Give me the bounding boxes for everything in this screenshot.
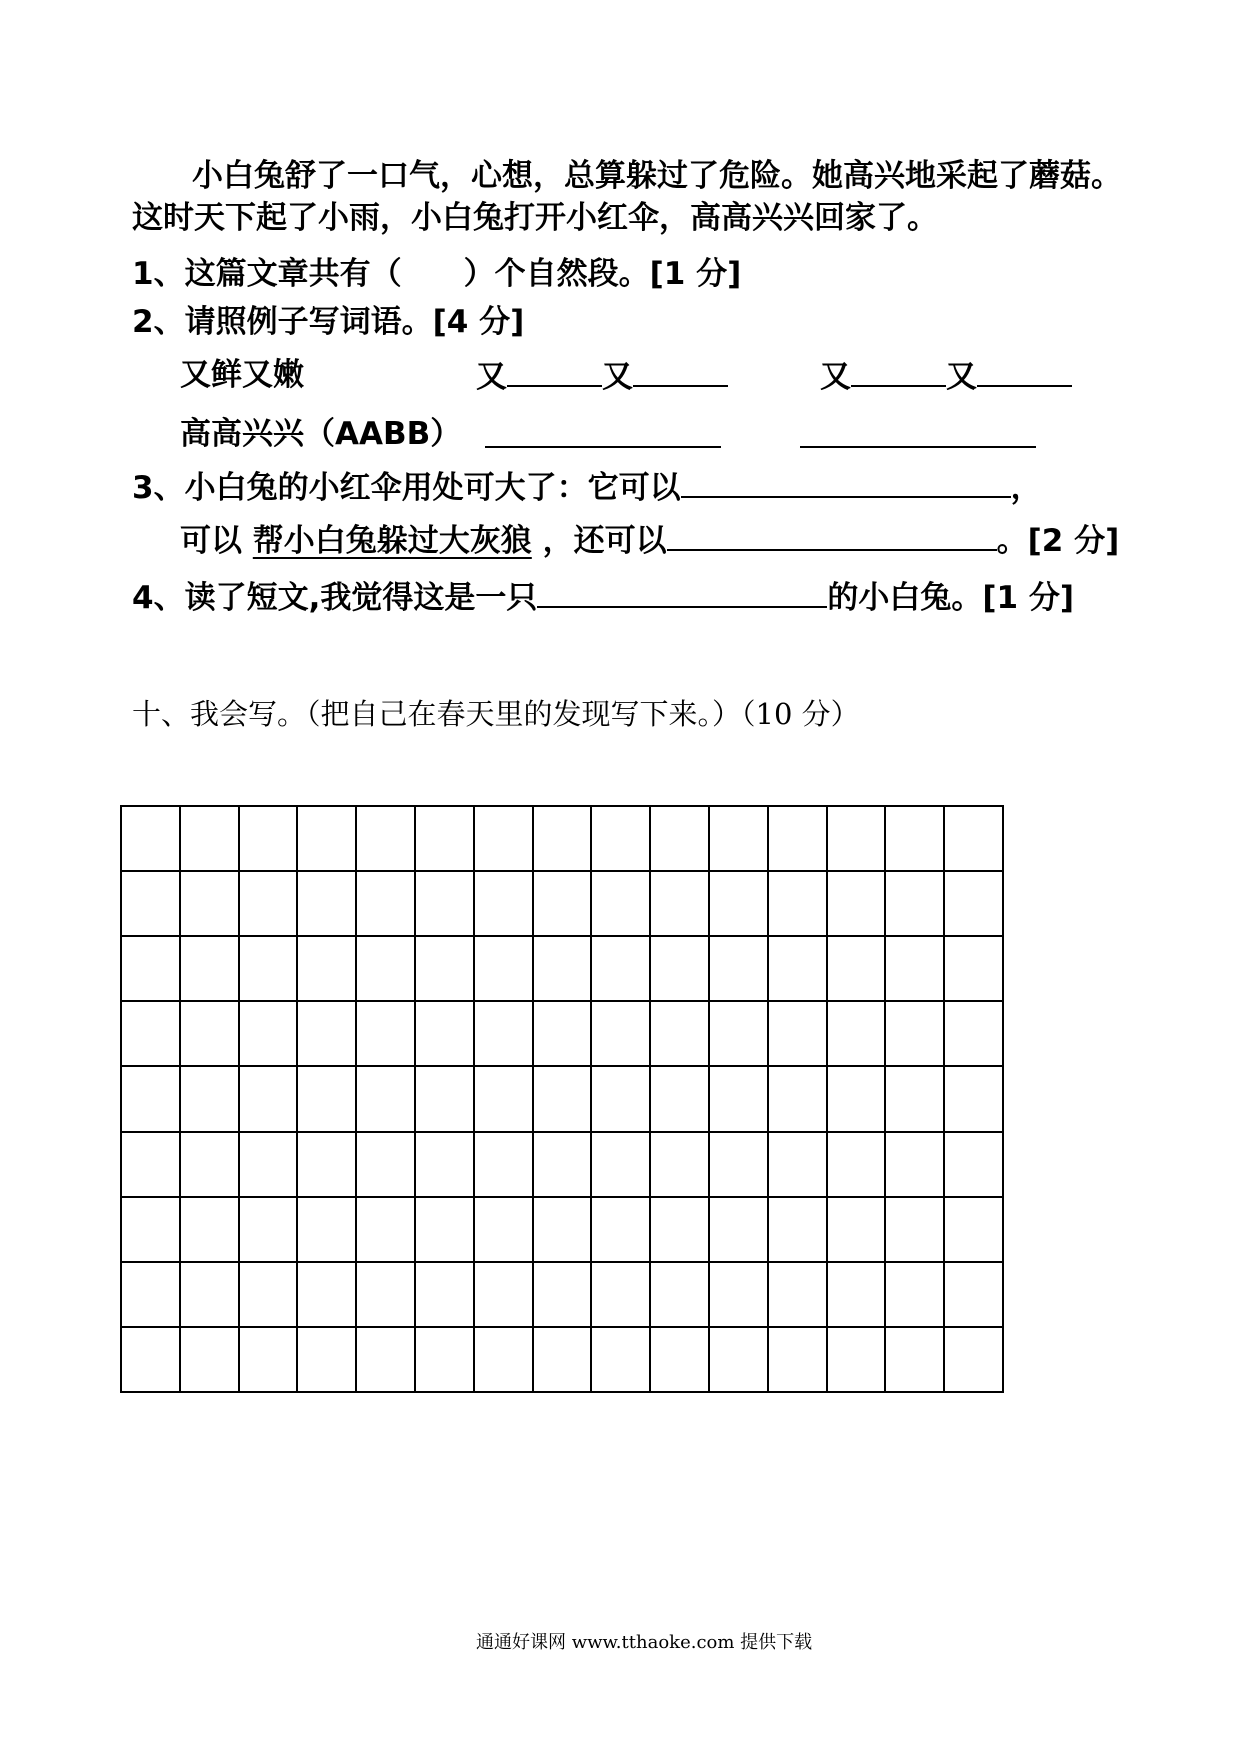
grid-cell[interactable] xyxy=(122,1198,181,1263)
grid-cell[interactable] xyxy=(534,1067,593,1132)
grid-cell[interactable] xyxy=(534,1263,593,1328)
grid-cell[interactable] xyxy=(592,872,651,937)
grid-cell[interactable] xyxy=(298,1067,357,1132)
grid-cell[interactable] xyxy=(416,1067,475,1132)
aabb-answer-blank-1[interactable] xyxy=(485,446,721,448)
grid-cell[interactable] xyxy=(181,1328,240,1393)
answer-blank[interactable] xyxy=(537,576,827,608)
grid-cell[interactable] xyxy=(886,1198,945,1263)
grid-cell[interactable] xyxy=(828,937,887,1002)
grid-cell[interactable] xyxy=(240,937,299,1002)
grid-cell[interactable] xyxy=(122,937,181,1002)
question-2: 2、请照例子写词语。[4 分] xyxy=(132,304,525,340)
grid-cell[interactable] xyxy=(475,1002,534,1067)
grid-cell[interactable] xyxy=(357,937,416,1002)
grid-cell[interactable] xyxy=(416,1198,475,1263)
grid-cell[interactable] xyxy=(769,1067,828,1132)
answer-blank[interactable] xyxy=(507,355,602,387)
grid-cell[interactable] xyxy=(945,1133,1004,1198)
question-4 xyxy=(132,576,1074,618)
grid-cell[interactable] xyxy=(592,1002,651,1067)
grid-cell[interactable] xyxy=(475,1067,534,1132)
grid-cell[interactable] xyxy=(828,1067,887,1132)
question-3 xyxy=(132,466,1042,508)
question-3-line2-middle: ，还可以 xyxy=(542,523,667,559)
grid-cell[interactable] xyxy=(769,1002,828,1067)
section-10-heading: 十、我会写。（把自己在春天里的发现写下来。）（10 分） xyxy=(132,697,860,731)
grid-cell[interactable] xyxy=(475,1328,534,1393)
grid-cell[interactable] xyxy=(240,1198,299,1263)
grid-cell[interactable] xyxy=(122,1263,181,1328)
grid-cell[interactable] xyxy=(945,937,1004,1002)
sample-answer: 帮小白兔躲过大灰狼 xyxy=(252,523,532,559)
grid-cell[interactable] xyxy=(945,1067,1004,1132)
grid-cell[interactable] xyxy=(769,1198,828,1263)
grid-cell[interactable] xyxy=(534,1198,593,1263)
grid-cell[interactable] xyxy=(357,807,416,872)
grid-cell[interactable] xyxy=(710,1067,769,1132)
grid-cell[interactable] xyxy=(828,1133,887,1198)
grid-cell[interactable] xyxy=(122,872,181,937)
grid-cell[interactable] xyxy=(769,807,828,872)
example-word-1: 又鲜又嫩 xyxy=(180,357,304,393)
grid-cell[interactable] xyxy=(240,1133,299,1198)
grid-cell[interactable] xyxy=(769,1263,828,1328)
grid-cell[interactable] xyxy=(357,872,416,937)
question-4-prefix: 4、读了短文,我觉得这是一只 xyxy=(132,580,538,616)
question-1-suffix: ）个自然段。[1 分] xyxy=(463,256,742,292)
grid-cell[interactable] xyxy=(945,1002,1004,1067)
grid-cell[interactable] xyxy=(710,872,769,937)
grid-cell[interactable] xyxy=(945,1328,1004,1393)
grid-cell[interactable] xyxy=(651,1002,710,1067)
grid-cell[interactable] xyxy=(534,1133,593,1198)
grid-cell[interactable] xyxy=(886,1328,945,1393)
example-word-2: 高高兴兴（AABB） xyxy=(180,416,462,452)
grid-cell[interactable] xyxy=(240,872,299,937)
grid-cell[interactable] xyxy=(181,872,240,937)
grid-cell[interactable] xyxy=(240,807,299,872)
grid-cell[interactable] xyxy=(416,872,475,937)
question-3-prefix: 3、小白兔的小红伞用处可大了：它可以 xyxy=(132,470,681,506)
word-pattern-2 xyxy=(820,355,1072,397)
grid-cell[interactable] xyxy=(592,1263,651,1328)
answer-blank[interactable] xyxy=(977,355,1072,387)
grid-cell[interactable] xyxy=(475,1263,534,1328)
grid-cell[interactable] xyxy=(298,807,357,872)
grid-cell[interactable] xyxy=(886,1133,945,1198)
grid-cell[interactable] xyxy=(828,1198,887,1263)
you-char: 又 xyxy=(476,359,507,395)
question-3-comma: ， xyxy=(1010,470,1042,506)
grid-cell[interactable] xyxy=(769,1328,828,1393)
grid-cell[interactable] xyxy=(357,1198,416,1263)
you-char: 又 xyxy=(820,359,851,395)
passage-line-1: 小白兔舒了一口气，心想，总算躲过了危险。她高兴地采起了蘑菇。 xyxy=(192,158,1122,194)
grid-cell[interactable] xyxy=(416,1002,475,1067)
grid-cell[interactable] xyxy=(475,1133,534,1198)
grid-cell[interactable] xyxy=(298,937,357,1002)
grid-cell[interactable] xyxy=(710,807,769,872)
grid-cell[interactable] xyxy=(710,1328,769,1393)
grid-cell[interactable] xyxy=(298,1198,357,1263)
grid-cell[interactable] xyxy=(945,807,1004,872)
grid-cell[interactable] xyxy=(710,1263,769,1328)
grid-cell[interactable] xyxy=(945,872,1004,937)
grid-cell[interactable] xyxy=(651,1198,710,1263)
grid-cell[interactable] xyxy=(357,1133,416,1198)
grid-cell[interactable] xyxy=(534,807,593,872)
grid-cell[interactable] xyxy=(592,937,651,1002)
answer-blank[interactable] xyxy=(667,519,997,551)
grid-cell[interactable] xyxy=(651,1067,710,1132)
grid-cell[interactable] xyxy=(828,1002,887,1067)
grid-cell[interactable] xyxy=(651,1263,710,1328)
question-3-line2-prefix: 可以 xyxy=(180,523,242,559)
grid-cell[interactable] xyxy=(710,937,769,1002)
grid-cell[interactable] xyxy=(534,872,593,937)
grid-cell[interactable] xyxy=(886,937,945,1002)
grid-cell[interactable] xyxy=(886,1263,945,1328)
grid-cell[interactable] xyxy=(240,1263,299,1328)
aabb-answer-blank-2[interactable] xyxy=(800,446,1036,448)
grid-cell[interactable] xyxy=(298,1263,357,1328)
grid-cell[interactable] xyxy=(181,807,240,872)
question-3-line-2 xyxy=(180,519,1119,561)
grid-cell[interactable] xyxy=(475,872,534,937)
grid-cell[interactable] xyxy=(357,1067,416,1132)
footer-text: 通通好课网 www.tthaoke.com 提供下载 xyxy=(476,1632,813,1653)
answer-blank[interactable] xyxy=(851,355,946,387)
grid-cell[interactable] xyxy=(592,807,651,872)
answer-blank[interactable] xyxy=(681,466,1011,498)
grid-cell[interactable] xyxy=(122,1002,181,1067)
grid-cell[interactable] xyxy=(416,1328,475,1393)
grid-cell[interactable] xyxy=(357,1263,416,1328)
grid-cell[interactable] xyxy=(710,1198,769,1263)
grid-cell[interactable] xyxy=(357,1328,416,1393)
grid-cell[interactable] xyxy=(886,1002,945,1067)
grid-cell[interactable] xyxy=(592,1328,651,1393)
grid-cell[interactable] xyxy=(945,1198,1004,1263)
grid-cell[interactable] xyxy=(828,1328,887,1393)
grid-cell[interactable] xyxy=(240,1067,299,1132)
grid-cell[interactable] xyxy=(475,807,534,872)
grid-cell[interactable] xyxy=(651,872,710,937)
grid-cell[interactable] xyxy=(534,1328,593,1393)
grid-cell[interactable] xyxy=(240,1328,299,1393)
grid-cell[interactable] xyxy=(651,1328,710,1393)
passage-line-2: 这时天下起了小雨，小白兔打开小红伞，高高兴兴回家了。 xyxy=(132,200,938,236)
question-4-suffix: 的小白兔。[1 分] xyxy=(827,580,1075,616)
grid-cell[interactable] xyxy=(828,807,887,872)
grid-cell[interactable] xyxy=(298,872,357,937)
grid-cell[interactable] xyxy=(416,937,475,1002)
grid-cell[interactable] xyxy=(298,1002,357,1067)
grid-cell[interactable] xyxy=(651,937,710,1002)
grid-cell[interactable] xyxy=(592,1198,651,1263)
question-1 xyxy=(132,254,741,294)
grid-cell[interactable] xyxy=(357,1002,416,1067)
grid-cell[interactable] xyxy=(122,1067,181,1132)
grid-cell[interactable] xyxy=(710,1002,769,1067)
grid-cell[interactable] xyxy=(651,1133,710,1198)
grid-cell[interactable] xyxy=(181,1133,240,1198)
grid-cell[interactable] xyxy=(534,1002,593,1067)
grid-cell[interactable] xyxy=(240,1002,299,1067)
question-1-prefix: 1、这篇文章共有（ xyxy=(132,256,402,292)
grid-cell[interactable] xyxy=(651,807,710,872)
grid-cell[interactable] xyxy=(298,1133,357,1198)
grid-cell[interactable] xyxy=(416,1263,475,1328)
grid-cell[interactable] xyxy=(416,807,475,872)
grid-cell[interactable] xyxy=(122,807,181,872)
grid-cell[interactable] xyxy=(886,807,945,872)
you-char: 又 xyxy=(602,359,633,395)
grid-cell[interactable] xyxy=(122,1328,181,1393)
grid-cell[interactable] xyxy=(710,1133,769,1198)
grid-cell[interactable] xyxy=(828,872,887,937)
grid-cell[interactable] xyxy=(181,1263,240,1328)
you-char: 又 xyxy=(946,359,977,395)
grid-cell[interactable] xyxy=(828,1263,887,1328)
grid-cell[interactable] xyxy=(945,1263,1004,1328)
word-pattern-1 xyxy=(476,355,728,397)
grid-cell[interactable] xyxy=(181,1002,240,1067)
question-3-suffix: 。[2 分] xyxy=(996,523,1120,559)
grid-cell[interactable] xyxy=(769,1133,828,1198)
grid-cell[interactable] xyxy=(475,1198,534,1263)
grid-cell[interactable] xyxy=(592,1067,651,1132)
grid-cell[interactable] xyxy=(122,1133,181,1198)
writing-grid[interactable] xyxy=(120,805,1004,1393)
grid-cell[interactable] xyxy=(475,937,534,1002)
grid-cell[interactable] xyxy=(181,1067,240,1132)
grid-cell[interactable] xyxy=(181,937,240,1002)
grid-cell[interactable] xyxy=(592,1133,651,1198)
answer-blank[interactable] xyxy=(633,355,728,387)
grid-cell[interactable] xyxy=(886,1067,945,1132)
grid-cell[interactable] xyxy=(534,937,593,1002)
grid-cell[interactable] xyxy=(181,1198,240,1263)
grid-cell[interactable] xyxy=(298,1328,357,1393)
grid-cell[interactable] xyxy=(769,872,828,937)
grid-cell[interactable] xyxy=(886,872,945,937)
grid-cell[interactable] xyxy=(769,937,828,1002)
grid-cell[interactable] xyxy=(416,1133,475,1198)
